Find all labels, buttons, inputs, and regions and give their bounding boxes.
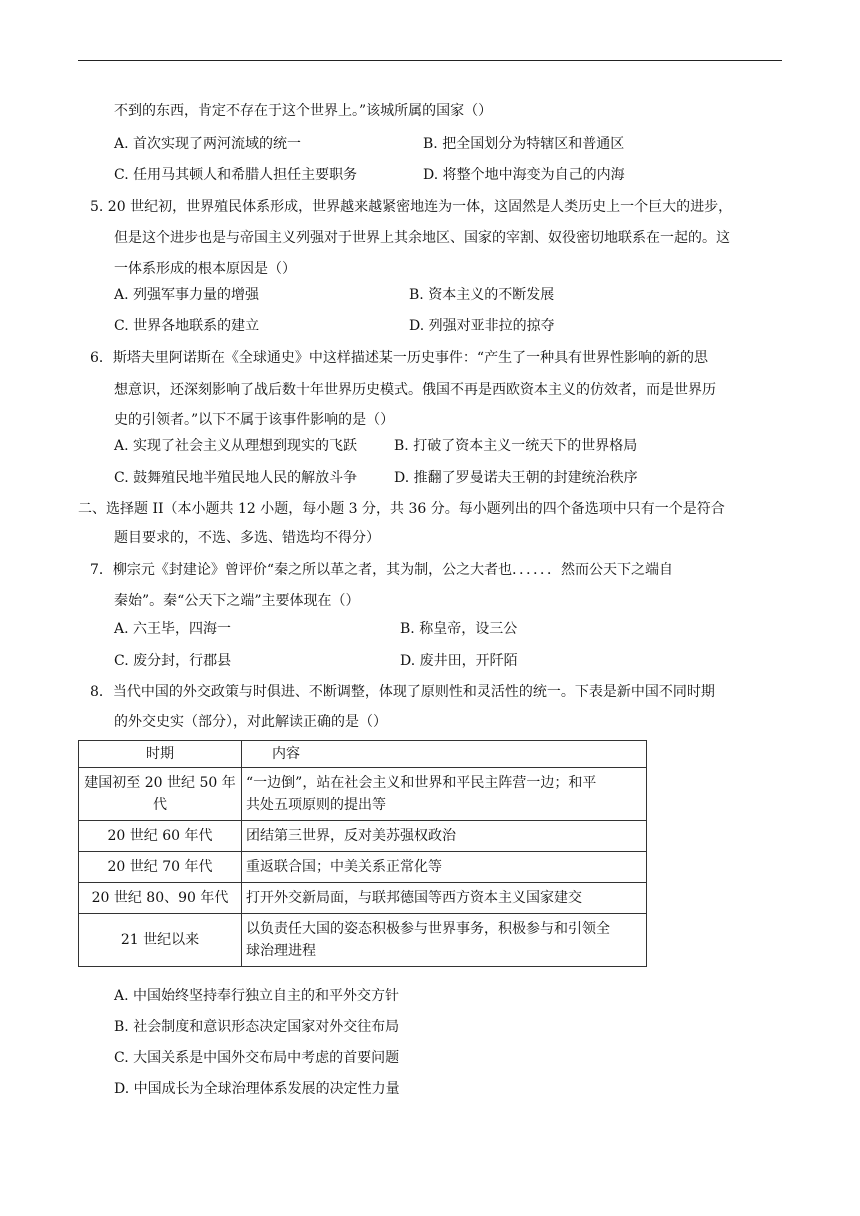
q8-option-d[interactable]: D. 中国成长为全球治理体系发展的决定性力量: [114, 1081, 400, 1097]
table-cell-content: [242, 821, 647, 852]
diplomacy-history-table: [78, 740, 647, 967]
table-row: [79, 852, 647, 883]
q6-stem-line-1: 6．斯塔夫里阿诺斯在《全球通史》中这样描述某一历史事件：“产生了一种具有世界性影响的新的思: [90, 350, 709, 366]
table-cell-content-line: 团结第三世界，反对美苏强权政治: [246, 828, 456, 844]
section2-heading-line-2: 题目要求的，不选、多选、错选均不得分）: [114, 530, 380, 546]
table-cell-content-line: “一边倒”，站在社会主义和世界和平民主阵营一边；和平: [246, 775, 597, 791]
table-cell-period: 建国初至 20 世纪 50 年代: [79, 768, 242, 821]
q6-option-b[interactable]: B. 打破了资本主义一统天下的世界格局: [394, 438, 638, 454]
q7-option-b[interactable]: B. 称皇帝，设三公: [400, 621, 518, 637]
q4-option-b[interactable]: B. 把全国划分为特辖区和普通区: [423, 136, 625, 152]
table-row: [79, 914, 647, 967]
q4-option-a[interactable]: A. 首次实现了两河流域的统一: [114, 136, 302, 152]
q8-option-b[interactable]: B. 社会制度和意识形态决定国家对外交往布局: [114, 1019, 400, 1035]
table-header-period: 时期: [79, 741, 242, 768]
table-cell-period: 20 世纪 70 年代: [79, 852, 242, 883]
table-cell-content: [242, 883, 647, 914]
table-cell-content: [242, 852, 647, 883]
header-rule: [78, 60, 782, 61]
q6-stem-line-3: 史的引领者。”以下不属于该事件影响的是（）: [114, 412, 395, 428]
q6-option-a[interactable]: A. 实现了社会主义从理想到现实的飞跃: [114, 438, 358, 454]
q8-option-a[interactable]: A. 中国始终坚持奉行独立自主的和平外交方针: [114, 988, 400, 1004]
q6-stem-line-2: 想意识，还深刻影响了战后数十年世界历史模式。俄国不再是西欧资本主义的仿效者，而是世界历: [114, 382, 716, 398]
q8-stem-line-1: 8．当代中国的外交政策与时俱进、不断调整，体现了原则性和灵活性的统一。下表是新中国不同时期: [90, 684, 715, 700]
table-header-content: 内容: [242, 741, 647, 768]
table-row: [79, 821, 647, 852]
q8-stem-line-2: 的外交史实（部分），对此解读正确的是（）: [114, 714, 387, 730]
q4-stem-tail: 不到的东西，肯定不存在于这个世界上。”该城所属的国家（）: [114, 103, 493, 119]
table-cell-content-line: 以负责任大国的姿态积极参与世界事务，积极参与和引领全: [246, 921, 610, 937]
q7-option-c[interactable]: C. 废分封，行郡县: [114, 653, 232, 669]
q5-option-d[interactable]: D. 列强对亚非拉的掠夺: [409, 318, 555, 334]
q5-stem-line-1: 5. 20 世纪初，世界殖民体系形成，世界越来越紧密地连为一体，这固然是人类历史上一个巨大的进步，: [90, 199, 733, 215]
q4-option-d[interactable]: D. 将整个地中海变为自己的内海: [423, 167, 625, 183]
q5-option-a[interactable]: A. 列强军事力量的增强: [114, 287, 260, 303]
table-cell-content-line: 重返联合国；中美关系正常化等: [246, 859, 442, 875]
table-cell-period: 20 世纪 60 年代: [79, 821, 242, 852]
q4-option-c[interactable]: C. 任用马其顿人和希腊人担任主要职务: [114, 167, 358, 183]
table-cell-content: [242, 914, 647, 967]
table-cell-content-line: 共处五项原则的提出等: [246, 797, 386, 813]
q6-option-d[interactable]: D. 推翻了罗曼诺夫王朝的封建统治秩序: [394, 470, 638, 486]
table-cell-period: 21 世纪以来: [79, 914, 242, 967]
section2-heading-line-1: 二、选择题 II（本小题共 12 小题，每小题 3 分，共 36 分。每小题列出的四个备选项中只有一个是符合: [78, 501, 725, 517]
q8-option-c[interactable]: C. 大国关系是中国外交布局中考虑的首要问题: [114, 1050, 400, 1066]
table-cell-content: [242, 768, 647, 821]
q5-stem-line-3: 一体系形成的根本原因是（）: [114, 261, 296, 277]
q7-stem-line-1: 7．柳宗元《封建论》曾评价“秦之所以革之者，其为制，公之大者也．．．．．．然而公天下之端自: [90, 562, 674, 578]
table-row: [79, 883, 647, 914]
table-cell-content-line: 打开外交新局面，与联邦德国等西方资本主义国家建交: [246, 890, 582, 906]
table-cell-period: 20 世纪 80、90 年代: [79, 883, 242, 914]
q5-option-b[interactable]: B. 资本主义的不断发展: [409, 287, 555, 303]
q6-option-c[interactable]: C. 鼓舞殖民地半殖民地人民的解放斗争: [114, 470, 358, 486]
table-row: [79, 768, 647, 821]
table-cell-content-line: 球治理进程: [246, 943, 316, 959]
table-header-row: [79, 741, 647, 768]
q5-option-c[interactable]: C. 世界各地联系的建立: [114, 318, 260, 334]
q7-stem-line-2: 秦始”。秦“公天下之端”主要体现在（）: [114, 593, 360, 609]
q7-option-d[interactable]: D. 废井田，开阡陌: [400, 653, 518, 669]
q7-option-a[interactable]: A. 六王毕，四海一: [114, 621, 232, 637]
q5-stem-line-2: 但是这个进步也是与帝国主义列强对于世界上其余地区、国家的宰割、奴役密切地联系在一起的。这: [114, 230, 730, 246]
